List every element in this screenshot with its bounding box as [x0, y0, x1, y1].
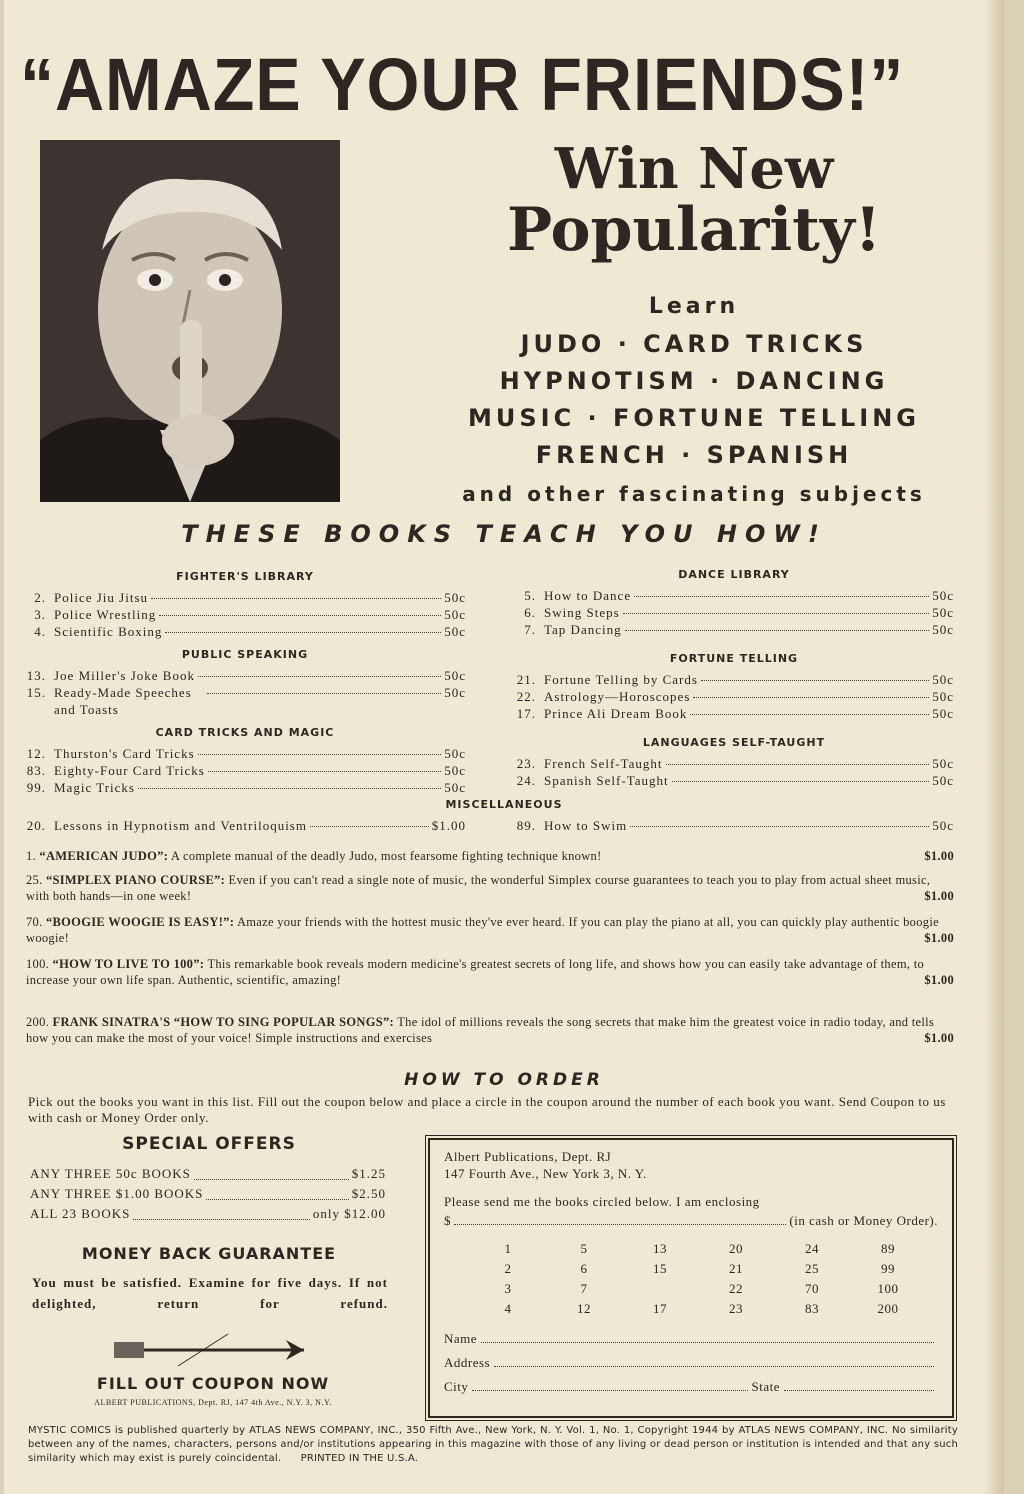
book-number[interactable]: 100 [877, 1281, 899, 1296]
book-number[interactable]: 24 [805, 1241, 819, 1256]
section-title: LANGUAGES SELF-TAUGHT [642, 736, 826, 749]
book-number[interactable]: 1 [504, 1241, 512, 1256]
book-number[interactable]: 89 [881, 1241, 895, 1256]
book-item: 4. Scientific Boxing 50c [34, 624, 466, 639]
book-item: 15. Ready-Made Speeches and Toasts 50c [26, 685, 466, 717]
headline: “AMAZE YOUR FRIENDS!” [20, 43, 905, 126]
subject-line: HYPNOTISM · DANCING [499, 367, 889, 395]
section-title: CARD TRICKS AND MAGIC [155, 726, 335, 739]
book-number[interactable]: 70 [805, 1281, 819, 1296]
book-number[interactable]: 6 [580, 1261, 588, 1276]
section-title: FIGHTER'S LIBRARY [176, 570, 314, 583]
tagline-line-2: Popularity! [506, 194, 882, 265]
book-number[interactable]: 25 [805, 1261, 819, 1276]
order-coupon[interactable] [428, 1138, 954, 1418]
section-title: PUBLIC SPEAKING [181, 648, 309, 661]
book-item: 21. Fortune Telling by Cards 50c [516, 672, 954, 687]
book-item: 22. Astrology—Horoscopes 50c [516, 689, 954, 704]
left-book-column [24, 562, 466, 796]
publication-footer [28, 1424, 958, 1466]
guarantee-title: MONEY BACK GUARANTEE [81, 1244, 337, 1263]
special-offers-title: SPECIAL OFFERS [122, 1134, 296, 1154]
subject-line: MUSIC · FORTUNE TELLING [468, 404, 920, 432]
advertisement-page [4, 0, 1004, 1494]
long-book-item: 200. FRANK SINATRA'S “HOW TO SING POPULAR SONGS”: The idol of millions reveals the song secrets that make him the greatest voice in radio today, and tells how you can make the most of your voice! Simple instructions and exercises $1.00 [26, 1015, 954, 1045]
address-field[interactable]: Address [444, 1355, 938, 1371]
book-item: 17. Prince Ali Dream Book 50c [516, 706, 954, 721]
book-number[interactable]: 7 [580, 1281, 588, 1296]
offer-item: ANY THREE 50c BOOKS $1.25 [30, 1164, 386, 1184]
long-book-item: 25. “SIMPLEX PIANO COURSE”: Even if you can't read a single note of music, the wonderful Simplex course guarantees to teach you to play from actual sheet music, with both hands—in one week! $1.00 [26, 873, 954, 903]
book-number[interactable]: 21 [729, 1261, 743, 1276]
city-state-field[interactable]: City State [444, 1379, 938, 1395]
book-item: 23. French Self-Taught 50c [516, 756, 954, 771]
tagline-line-1: Win New [554, 136, 834, 202]
book-item: 7. Tap Dancing 50c [524, 622, 954, 637]
book-item: 13. Joe Miller's Joke Book 50c [26, 668, 466, 683]
book-number[interactable]: 13 [653, 1241, 667, 1256]
book-number[interactable]: 23 [729, 1301, 743, 1316]
how-to-order-text: Pick out the books you want in this list. Fill out the coupon below and place a circle in the coupon around the number of each book you want. Send Coupon to us with cash or Money Order only. [28, 1094, 946, 1125]
book-item: 99. Magic Tricks 50c [26, 780, 466, 795]
guarantee-text: You must be satisfied. Examine for five days. If not delighted, return for refund. [32, 1275, 388, 1311]
right-book-column [514, 560, 954, 789]
book-number[interactable]: 83 [805, 1301, 819, 1316]
long-book-item: 100. “HOW TO LIVE TO 100”: This remarkable book reveals modern medicine's greatest secrets of long life, and shows how you can easily take advantage of them, to increase your own life span. Authentic, scientific, amazing! $1.00 [26, 957, 954, 987]
subject-line: JUDO · CARD TRICKS [520, 330, 868, 358]
book-number[interactable]: 2 [504, 1261, 512, 1276]
footer-text: MYSTIC COMICS is published quarterly by ATLAS NEWS COMPANY, INC., 350 Fifth Ave., New York, N. Y. Vol. 1, No. 1, Copyright 1944 by ATLAS NEWS COMPANY, INC. No similarity between any of the names, characters, persons and/or institutions appearing in this magazine with those of any living or dead person or institution is intended and that any such similarity which may exist is purely coincidental. [28, 1425, 958, 1464]
book-item: 2. Police Jiu Jitsu 50c [34, 590, 466, 605]
book-number[interactable]: 22 [729, 1281, 743, 1296]
book-number[interactable]: 5 [580, 1241, 588, 1256]
tagline [404, 136, 984, 265]
book-item: 24. Spanish Self-Taught 50c [516, 773, 954, 788]
subject-list [404, 326, 984, 513]
coupon-company: Albert Publications, Dept. RJ [444, 1149, 612, 1164]
book-item: 12. Thurston's Card Tricks 50c [26, 746, 466, 761]
book-item: 3. Police Wrestling 50c [34, 607, 466, 622]
book-item: 5. How to Dance 50c [524, 588, 954, 603]
offer-item: ANY THREE $1.00 BOOKS $2.50 [30, 1184, 386, 1204]
coupon-amount-line[interactable]: $ (in cash or Money Order). [444, 1213, 938, 1229]
long-book-item: 1. “AMERICAN JUDO”: A complete manual of the deadly Judo, most fearsome fighting technique known! $1.00 [26, 849, 954, 863]
book-item: 6. Swing Steps 50c [524, 605, 954, 620]
book-item: 83. Eighty-Four Card Tricks 50c [26, 763, 466, 778]
coupon-address: 147 Fourth Ave., New York 3, N. Y. [444, 1166, 647, 1181]
book-number[interactable]: 20 [729, 1241, 743, 1256]
offer-item: ALL 23 BOOKS only $12.00 [30, 1204, 386, 1224]
book-number[interactable]: 99 [881, 1261, 895, 1276]
section-title: DANCE LIBRARY [678, 568, 790, 581]
book-number[interactable]: 3 [504, 1281, 512, 1296]
long-book-item: 70. “BOOGIE WOOGIE IS EASY!”: Amaze your friends with the hottest music they've ever heard. If you can play the piano at all, you can quickly play authentic boogie woogie! $1.00 [26, 915, 954, 945]
book-number-grid [470, 1241, 938, 1317]
special-offers-list [30, 1164, 386, 1224]
arrow-icon [108, 1330, 318, 1375]
how-to-order-title: HOW TO ORDER [404, 1070, 604, 1090]
photo-amazed-man [40, 140, 340, 502]
fill-out-coupon-label: FILL OUT COUPON NOW [96, 1374, 330, 1393]
other-subjects: and other fascinating subjects [462, 482, 926, 506]
publisher-address: ALBERT PUBLICATIONS, Dept. RJ, 147 4th Ave., N.Y. 3, N.Y. [94, 1398, 332, 1407]
book-number[interactable] [622, 1281, 698, 1297]
name-field[interactable]: Name [444, 1331, 938, 1347]
section-title: FORTUNE TELLING [669, 652, 799, 665]
book-number[interactable]: 200 [877, 1301, 899, 1316]
books-heading: THESE BOOKS TEACH YOU HOW! [181, 520, 827, 548]
book-number[interactable]: 4 [504, 1301, 512, 1316]
misc-title: MISCELLANEOUS [445, 798, 563, 811]
page-edge-shadow [984, 0, 1004, 1494]
learn-label: Learn [648, 294, 740, 319]
book-number[interactable]: 12 [577, 1301, 591, 1316]
book-item: 89. How to Swim 50c [516, 818, 954, 833]
printed-label: PRINTED IN THE U.S.A. [300, 1453, 419, 1464]
coupon-instruction: Please send me the books circled below. I am enclosing [444, 1194, 760, 1209]
book-number[interactable]: 15 [653, 1261, 667, 1276]
book-number[interactable]: 17 [653, 1301, 667, 1316]
book-item: 20. Lessons in Hypnotism and Ventriloquism $1.00 [26, 818, 466, 833]
subject-line: FRENCH · SPANISH [535, 441, 853, 469]
